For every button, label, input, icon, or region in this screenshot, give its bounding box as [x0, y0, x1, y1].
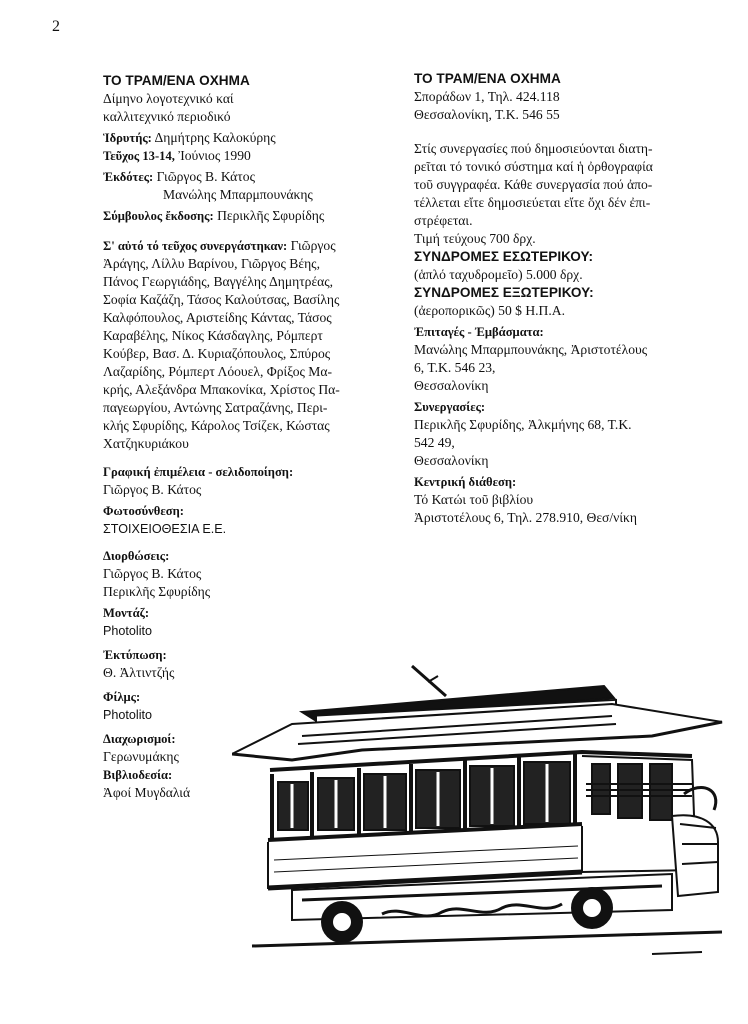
- issue-line: [103, 147, 393, 165]
- contributors-line: Χατζηκυριάκου: [103, 436, 189, 451]
- domestic-subscriptions-value: (ἁπλό ταχυδρομεῖο) 5.000 δρχ.: [414, 267, 583, 282]
- note-line: τοῦ συγγραφέα. Κάθε συνεργασία πού ἀπο-: [414, 177, 653, 192]
- printing-value: Θ. Ἀλτιντζής: [103, 665, 175, 680]
- proofreader-name: Περικλῆς Σφυρίδης: [103, 584, 211, 599]
- contributors-line: Λαζαρίδης, Ρόμπερτ Λόουελ, Φρίξος Μα-: [103, 364, 333, 379]
- contributors-label: Σ' αὐτό τό τεῦχος συνεργάστηκαν:: [103, 239, 288, 253]
- publisher-name: Γιῶργος Β. Κάτος: [156, 169, 255, 184]
- contributions-line: Περικλῆς Σφυρίδης, Ἀλκμήνης 68, Τ.Κ.: [414, 417, 632, 432]
- issue-label: Τεῦχος 13-14,: [103, 149, 175, 163]
- graphic-design-label: Γραφική ἐπιμέλεια - σελιδοποίηση:: [103, 465, 294, 479]
- address-line: Σποράδων 1, Τηλ. 424.118: [414, 89, 560, 104]
- typesetting-label: Φωτοσύνθεση:: [103, 504, 184, 518]
- payments-label: Ἐπιταγές - Ἐμβάσματα:: [414, 325, 544, 339]
- distribution-line: Τό Κατώι τοῦ βιβλίου: [414, 492, 534, 507]
- foreign-subscriptions-label: ΣΥΝΔΡΟΜΕΣ ΕΞΩΤΕΡΙΚΟΥ:: [414, 285, 594, 300]
- binding-label: Βιβλιοδεσία:: [103, 768, 173, 782]
- magazine-subtitle: Δίμηνο λογοτεχνικό καί: [103, 91, 234, 106]
- publishers-line: [103, 168, 393, 186]
- domestic-subscriptions-label: ΣΥΝΔΡΟΜΕΣ ΕΣΩΤΕΡΙΚΟΥ:: [414, 249, 594, 264]
- printing-label: Ἐκτύπωση:: [103, 648, 167, 662]
- founder-label: Ἱδρυτής:: [103, 131, 152, 145]
- foreign-subscriptions-value: (ἀεροπορικῶς) 50 $ Η.Π.Α.: [414, 303, 565, 318]
- films-label: Φίλμς:: [103, 690, 141, 704]
- advisor-label: Σύμβουλος ἔκδοσης:: [103, 209, 214, 223]
- contributors-line: παγεωργίου, Αντώνης Σατραζάνης, Περι-: [103, 400, 328, 415]
- contributors-line: Καλφόπουλος, Αριστείδης Κάντας, Τάσος: [103, 310, 332, 325]
- contributors-line: κρής, Αλεξάνδρα Μπακονίκα, Χρίστος Πα-: [103, 382, 340, 397]
- address-line: Θεσσαλονίκη, Τ.Κ. 546 55: [414, 107, 560, 122]
- contributors-line: Πάνος Γεωργιάδης, Βαγγέλης Δημητρέας,: [103, 274, 334, 289]
- distribution-label: Κεντρική διάθεση:: [414, 475, 517, 489]
- proofreading-label: Διορθώσεις:: [103, 549, 170, 563]
- issue-value: Ἰούνιος 1990: [178, 148, 251, 163]
- magazine-title: ΤΟ ΤΡΑΜ/ΕΝΑ ΟΧΗΜΑ: [414, 71, 561, 86]
- payments-line: 6, Τ.Κ. 546 23,: [414, 360, 496, 375]
- note-line: στρέφεται.: [414, 213, 473, 228]
- payments-line: Θεσσαλονίκη: [414, 378, 489, 393]
- contributions-line: Θεσσαλονίκη: [414, 453, 489, 468]
- binding-value: Ἀφοί Μυγδαλιά: [103, 785, 191, 800]
- advisor-value: Περικλῆς Σφυρίδης: [217, 208, 325, 223]
- editorial-note: [414, 140, 714, 230]
- page-number: 2: [52, 18, 60, 35]
- note-line: τέλλεται εἴτε δημοσιεύεται εἴτε ὄχι δέν ἐπι-: [414, 195, 651, 210]
- founder-line: [103, 129, 393, 147]
- contributors-block: [103, 237, 393, 453]
- contributions-label: Συνεργασίες:: [414, 400, 486, 414]
- founder-value: Δημήτρης Καλοκύρης: [154, 130, 276, 145]
- distribution-line: Ἀριστοτέλους 6, Τηλ. 278.910, Θεσ/νίκη: [414, 510, 637, 525]
- note-line: Στίς συνεργασίες πού δημοσιεύονται διατη-: [414, 141, 653, 156]
- masthead-right-column: [414, 70, 714, 527]
- magazine-subtitle: καλλιτεχνικό περιοδικό: [103, 109, 231, 124]
- contributors-line: Σοφία Καζάζη, Τάσος Καλούτσας, Βασίλης: [103, 292, 340, 307]
- separations-value: Γερωνυμάκης: [103, 749, 179, 764]
- contributors-line: Καραβέλης, Νίκος Κάσδαγλης, Ρόμπερτ: [103, 328, 323, 343]
- graphic-design-value: Γιῶργος Β. Κάτος: [103, 482, 202, 497]
- contributors-line: κλής Σφυρίδης, Κάρολος Τσίζεκ, Κώστας: [103, 418, 330, 433]
- publisher-name: Μανώλης Μπαρμπουνάκης: [163, 187, 313, 202]
- payments-line: Μανώλης Μπαρμπουνάκης, Ἀριστοτέλους: [414, 342, 648, 357]
- films-value: Photolito: [103, 708, 153, 722]
- tram-illustration: [232, 664, 732, 964]
- contributors-line: Γιῶργος: [290, 238, 336, 253]
- montage-label: Μοντάζ:: [103, 606, 150, 620]
- publishers-label: Ἐκδότες:: [103, 170, 154, 184]
- issue-price: Τιμή τεύχους 700 δρχ.: [414, 231, 536, 246]
- contributions-line: 542 49,: [414, 435, 455, 450]
- note-line: ρεῖται τό τονικό σύστημα καί ἡ ὀρθογραφία: [414, 159, 653, 174]
- contributors-line: Ἀράγης, Λίλλυ Βαρίνου, Γιῶργος Βέης,: [103, 256, 320, 271]
- contributors-line: Κούβερ, Βασ. Δ. Κυριαζόπουλος, Σπύρος: [103, 346, 331, 361]
- magazine-title: ΤΟ ΤΡΑΜ/ΕΝΑ ΟΧΗΜΑ: [103, 73, 250, 88]
- montage-value: Photolito: [103, 624, 153, 638]
- proofreader-name: Γιῶργος Β. Κάτος: [103, 566, 202, 581]
- separations-label: Διαχωρισμοί:: [103, 732, 176, 746]
- typesetting-value: ΣΤΟΙΧΕΙΟΘΕΣΙΑ Ε.Ε.: [103, 522, 227, 536]
- advisor-line: [103, 207, 393, 225]
